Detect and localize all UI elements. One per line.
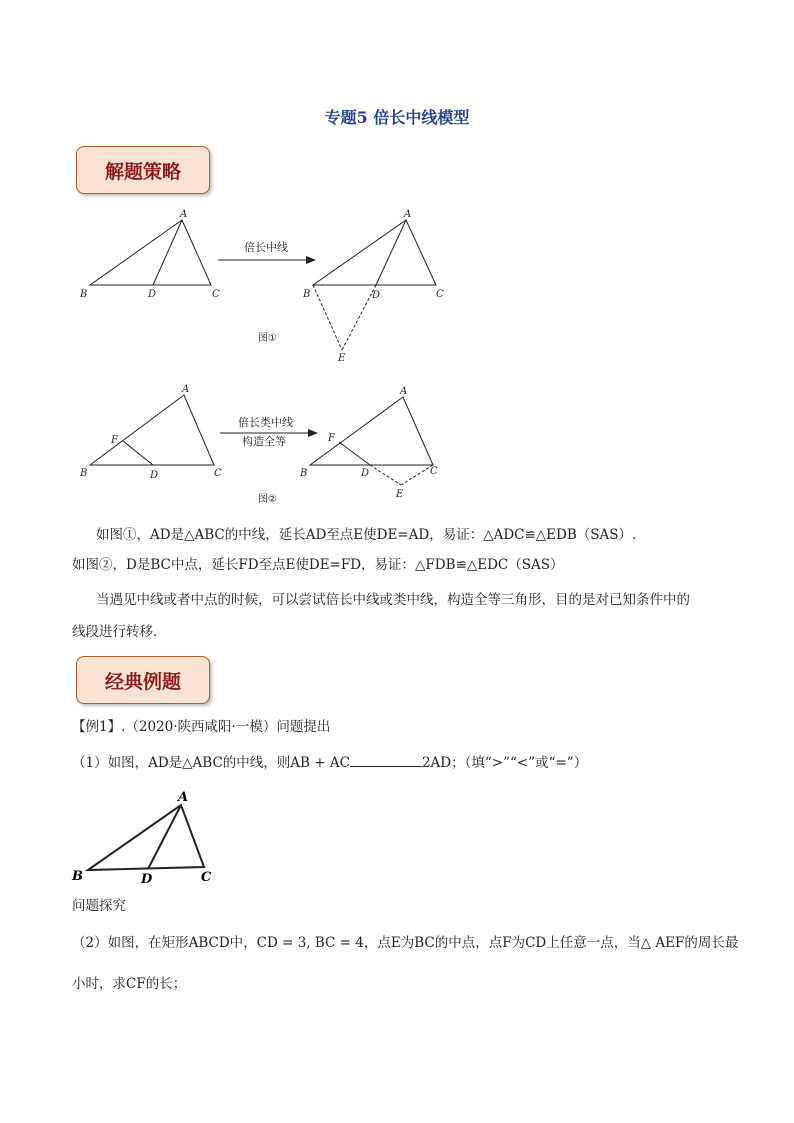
triangle-abc-right [313,220,436,285]
strategy-paragraph-3: 当遇见中线或者中点的时候，可以尝试倍长中线或类中线，构造全等三角形，目的是对已知条件中的 [96,592,690,608]
triangle-abc [88,805,204,870]
figure-caption: 图① [258,333,277,344]
example-header: 【例1】.（2020·陕西咸阳·一模）问题提出 [72,719,331,735]
segment-be-dashed [313,285,342,350]
triangle-abc-right [310,397,433,465]
figure-2 [70,380,470,510]
section-heading-strategy: 解题策略 [76,146,210,194]
segment-de-dashed [342,285,376,350]
triangle-abc-left [90,395,214,465]
segment-fd-right [339,442,370,465]
segment-de-dashed [370,465,401,485]
arrow-caption-1: 倍长类中线 [238,416,293,429]
question-1 [72,752,587,773]
strategy-paragraph-2: 如图②，D是BC中点，延长FD至点E使DE=FD，易证：△FDB≌△EDC（SAS） [72,557,564,573]
question-1-prefix: （1）如图，AD是△ABC的中线，则AB + AC [72,755,350,771]
section-heading-examples: 经典例题 [76,656,210,704]
label-c: C [201,870,212,885]
subheading-explore: 问题探究 [72,898,126,914]
strategy-paragraph-3-cont: 线段进行转移. [72,624,158,640]
label-e: E [338,353,346,364]
median-ad-right [376,220,406,285]
segment-ce-dashed [401,465,433,485]
example-figure [68,785,228,890]
arrow-head-icon [308,429,318,437]
strategy-paragraph-1: 如图①，AD是△ABC的中线，延长AD至点E使DE=AD，易证：△ADC≌△EDB（SAS）. [96,527,637,543]
label-e: E [396,489,404,500]
label-b: B [72,869,83,884]
segment-fd-left [123,441,153,465]
label-f: F [111,435,118,446]
label-a: A [400,386,408,397]
label-b: B [80,289,88,300]
figure-caption: 图② [258,494,277,505]
label-d: D [148,289,157,300]
figure-1 [70,205,470,375]
label-a: A [180,209,188,220]
question-2: （2）如图，在矩形ABCD中，CD = 3, BC = 4，点E为BC的中点，点F为CD上任意一点，当△ AEF的周长最 [72,935,739,951]
label-d: D [150,470,159,481]
label-f: F [328,433,335,444]
label-d: D [141,872,153,887]
page-title: 专题5 倍长中线模型 [324,108,470,127]
label-d: D [361,468,370,479]
label-c: C [214,468,222,479]
label-b: B [300,468,308,479]
answer-blank[interactable] [350,752,422,767]
label-b: B [303,289,311,300]
triangle-abc-left [90,220,211,285]
label-c: C [430,466,438,477]
label-a: A [404,209,412,220]
question-1-suffix: 2AD；（填“>”“<”或“=”） [421,755,588,771]
arrow-head-icon [306,256,316,264]
label-a: A [178,790,189,805]
question-2-cont: 小时，求CF的长； [72,976,187,992]
label-a: A [182,384,190,395]
label-b: B [80,468,88,479]
label-c: C [436,289,444,300]
arrow-caption-2: 构造全等 [242,435,286,448]
label-c: C [212,289,220,300]
arrow-caption: 倍长中线 [244,241,288,254]
label-d: D [372,290,381,301]
median-ad [148,805,181,869]
